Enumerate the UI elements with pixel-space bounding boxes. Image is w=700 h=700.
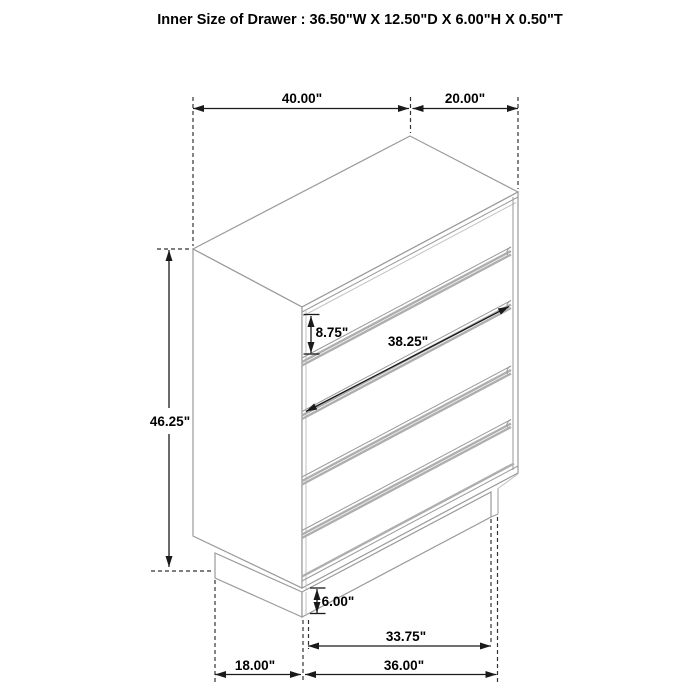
diagram-title: Inner Size of Drawer : 36.50"W X 12.50"D X 6.00"H X 0.50"T [157,12,563,28]
dim-label-drawer-face-height: 8.75" [315,325,349,340]
dim-label-top-depth: 20.00" [444,91,486,106]
right-leg-bottom-edge [491,514,498,517]
dim-label-drawer-front-width: 38.25" [387,334,429,349]
dim-label-top-width: 40.00" [281,91,323,106]
dim-label-base-inner-width: 33.75" [385,629,427,644]
dim-label-overall-height: 46.25" [149,414,191,429]
cabinet-outline [193,136,518,616]
dim-label-base-height: 6.00" [321,594,355,609]
cabinet-side-face [193,249,302,588]
dim-label-base-depth: 18.00" [234,658,276,673]
dim-label-base-width: 36.00" [383,658,425,673]
